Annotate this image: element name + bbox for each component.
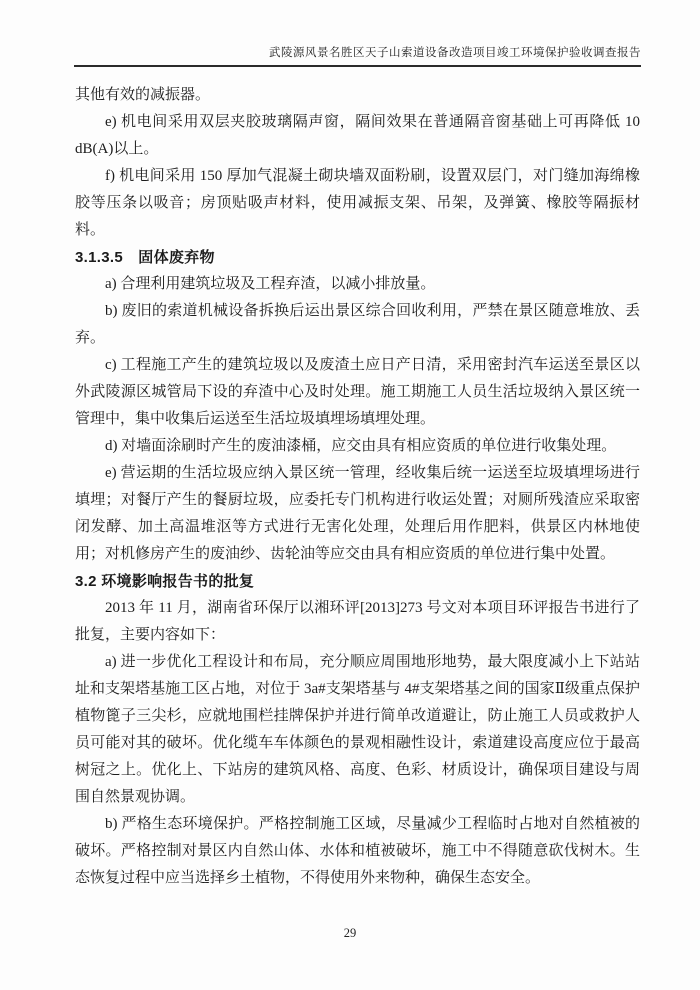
section-heading-solid-waste: 3.1.3.5 固体废弃物 — [75, 249, 215, 266]
paragraph-approval-item-a: a) 进一步优化工程设计和布局，充分顺应周围地形地势，最大限度减小上下站站址和支架塔基施工区占地，对位于 3a#支架塔基与 4#支架塔基之间的国家Ⅱ级重点保护植物篦子三尖杉，应就地围栏挂牌保护并进行简单改道避让，防止施工人员或救护人员可能对其的破坏。优化缆车车体颜色的景观相融性设计，索道建设高度应位于最高树冠之上。优化上、下站房的建筑风格、高度、色彩、材质设计，确保项目建设与周围自然景观协调。 — [75, 654, 640, 805]
page-number: 29 — [343, 926, 357, 940]
paragraph-item-e: e) 机电间采用双层夹胶玻璃隔声窗，隔间效果在普通隔音窗基础上可再降低 10 dB(A)以上。 — [75, 114, 640, 157]
document-body — [75, 82, 640, 892]
paragraph-continuation: 其他有效的减振器。 — [75, 87, 211, 103]
running-header-title: 武陵源风景名胜区天子山索道设备改造项目竣工环境保护验收调查报告 — [269, 47, 641, 59]
paragraph-item-e2: e) 营运期的生活垃圾应纳入景区统一管理，经收集后统一运送至垃圾填埋场进行填埋；对餐厅产生的餐厨垃圾，应委托专门机构进行收运处置；对厕所残渣应采取密闭发酵、加土高温堆沤等方式进行无害化处理，处理后用作肥料，供景区内林地使用；对机修房产生的废油纱、齿轮油等应交由具有相应资质的单位进行集中处置。 — [75, 465, 640, 562]
paragraph-approval-item-b: b) 严格生态环境保护。严格控制施工区域，尽量减少工程临时占地对自然植被的破坏。严格控制对景区内自然山体、水体和植被破坏，施工中不得随意砍伐树木。生态恢复过程中应当选择乡土植物，不得使用外来物种，确保生态安全。 — [75, 816, 640, 886]
page-header — [74, 46, 641, 67]
paragraph-item-d: d) 对墙面涂刷时产生的废油漆桶，应交由具有相应资质的单位进行收集处理。 — [105, 438, 617, 454]
paragraph-item-c: c) 工程施工产生的建筑垃圾以及废渣土应日产日清，采用密封汽车运送至景区以外武陵源区城管局下设的弃渣中心及时处理。施工期施工人员生活垃圾纳入景区统一管理中，集中收集后运送至生活垃圾填埋场填埋处理。 — [75, 357, 640, 427]
section-heading-eia-approval: 3.2 环境影响报告书的批复 — [75, 573, 255, 590]
paragraph-item-f: f) 机电间采用 150 厚加气混凝土砌块墙双面粉刷，设置双层门，对门缝加海绵橡胶等压条以吸音；房顶贴吸声材料，使用减振支架、吊架，及弹簧、橡胶等隔振材料。 — [75, 168, 640, 238]
page-footer — [0, 924, 700, 942]
paragraph-approval-intro: 2013 年 11 月，湖南省环保厅以湘环评[2013]273 号文对本项目环评报告书进行了批复，主要内容如下： — [75, 600, 640, 643]
paragraph-item-b: b) 废旧的索道机械设备拆换后运出景区综合回收利用，严禁在景区随意堆放、丢弃。 — [75, 303, 640, 346]
paragraph-item-a: a) 合理利用建筑垃圾及工程弃渣，以减小排放量。 — [105, 276, 436, 292]
